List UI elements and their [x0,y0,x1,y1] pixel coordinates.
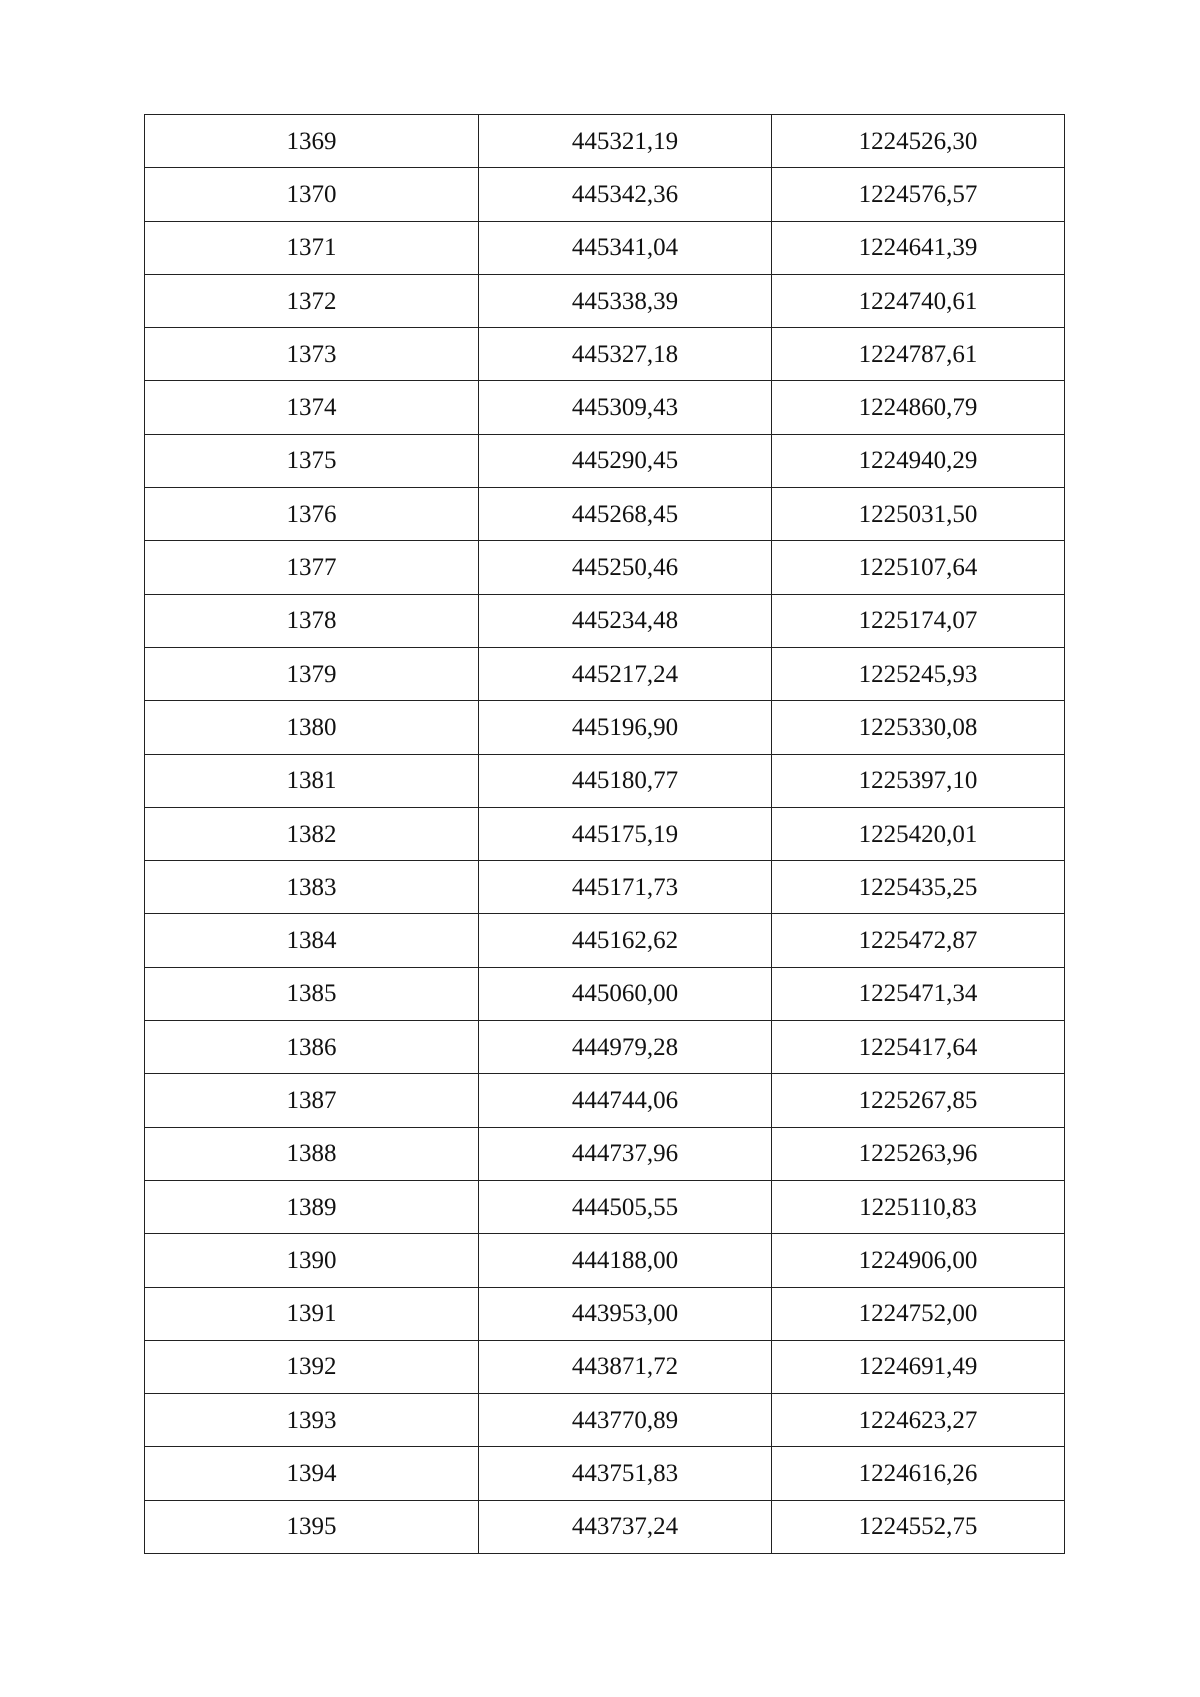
point-number-cell: 1373 [145,328,479,381]
y-coordinate-cell: 1225110,83 [772,1180,1065,1233]
y-coordinate-cell: 1225472,87 [772,914,1065,967]
table-row [145,1447,1065,1500]
x-coordinate-cell: 443871,72 [479,1340,772,1393]
y-coordinate-cell: 1224526,30 [772,115,1065,168]
table-row [145,434,1065,487]
x-coordinate-cell: 445342,36 [479,168,772,221]
table-row [145,221,1065,274]
table-row [145,1074,1065,1127]
y-coordinate-cell: 1225107,64 [772,541,1065,594]
point-number-cell: 1392 [145,1340,479,1393]
point-number-cell: 1386 [145,1021,479,1074]
table-row [145,1127,1065,1180]
y-coordinate-cell: 1225420,01 [772,807,1065,860]
x-coordinate-cell: 443953,00 [479,1287,772,1340]
x-coordinate-cell: 444737,96 [479,1127,772,1180]
point-number-cell: 1369 [145,115,479,168]
table-row [145,381,1065,434]
point-number-cell: 1385 [145,967,479,1020]
point-number-cell: 1375 [145,434,479,487]
y-coordinate-cell: 1225397,10 [772,754,1065,807]
y-coordinate-cell: 1224576,57 [772,168,1065,221]
table-row [145,701,1065,754]
x-coordinate-cell: 443737,24 [479,1500,772,1553]
point-number-cell: 1378 [145,594,479,647]
table-row [145,1394,1065,1447]
table-row [145,541,1065,594]
y-coordinate-cell: 1224752,00 [772,1287,1065,1340]
point-number-cell: 1389 [145,1180,479,1233]
y-coordinate-cell: 1225330,08 [772,701,1065,754]
table-row [145,861,1065,914]
point-number-cell: 1384 [145,914,479,967]
table-row [145,1340,1065,1393]
x-coordinate-cell: 443770,89 [479,1394,772,1447]
table-row [145,328,1065,381]
x-coordinate-cell: 445234,48 [479,594,772,647]
x-coordinate-cell: 445162,62 [479,914,772,967]
y-coordinate-cell: 1225471,34 [772,967,1065,1020]
table-row [145,1180,1065,1233]
y-coordinate-cell: 1224787,61 [772,328,1065,381]
y-coordinate-cell: 1225031,50 [772,488,1065,541]
point-number-cell: 1376 [145,488,479,541]
point-number-cell: 1377 [145,541,479,594]
y-coordinate-cell: 1224552,75 [772,1500,1065,1553]
point-number-cell: 1374 [145,381,479,434]
table-row [145,1021,1065,1074]
table-row [145,914,1065,967]
point-number-cell: 1379 [145,647,479,700]
table-row [145,594,1065,647]
x-coordinate-cell: 445175,19 [479,807,772,860]
table-row [145,807,1065,860]
y-coordinate-cell: 1225267,85 [772,1074,1065,1127]
y-coordinate-cell: 1224616,26 [772,1447,1065,1500]
x-coordinate-cell: 445268,45 [479,488,772,541]
x-coordinate-cell: 445060,00 [479,967,772,1020]
x-coordinate-cell: 445327,18 [479,328,772,381]
table-row [145,1500,1065,1553]
x-coordinate-cell: 444505,55 [479,1180,772,1233]
x-coordinate-cell: 444979,28 [479,1021,772,1074]
point-number-cell: 1370 [145,168,479,221]
table-row [145,115,1065,168]
table-row [145,1287,1065,1340]
y-coordinate-cell: 1224906,00 [772,1234,1065,1287]
x-coordinate-cell: 445338,39 [479,274,772,327]
table-row [145,274,1065,327]
point-number-cell: 1383 [145,861,479,914]
point-number-cell: 1387 [145,1074,479,1127]
point-number-cell: 1380 [145,701,479,754]
table-row [145,488,1065,541]
point-number-cell: 1393 [145,1394,479,1447]
y-coordinate-cell: 1224740,61 [772,274,1065,327]
x-coordinate-cell: 444744,06 [479,1074,772,1127]
y-coordinate-cell: 1224691,49 [772,1340,1065,1393]
y-coordinate-cell: 1224860,79 [772,381,1065,434]
y-coordinate-cell: 1224623,27 [772,1394,1065,1447]
x-coordinate-cell: 445196,90 [479,701,772,754]
y-coordinate-cell: 1224940,29 [772,434,1065,487]
coordinates-table [144,114,1065,1554]
x-coordinate-cell: 445171,73 [479,861,772,914]
y-coordinate-cell: 1225174,07 [772,594,1065,647]
point-number-cell: 1388 [145,1127,479,1180]
x-coordinate-cell: 445180,77 [479,754,772,807]
point-number-cell: 1382 [145,807,479,860]
point-number-cell: 1371 [145,221,479,274]
table-row [145,647,1065,700]
x-coordinate-cell: 445309,43 [479,381,772,434]
y-coordinate-cell: 1225245,93 [772,647,1065,700]
x-coordinate-cell: 445290,45 [479,434,772,487]
point-number-cell: 1390 [145,1234,479,1287]
point-number-cell: 1381 [145,754,479,807]
table-row [145,967,1065,1020]
y-coordinate-cell: 1225435,25 [772,861,1065,914]
point-number-cell: 1372 [145,274,479,327]
y-coordinate-cell: 1225417,64 [772,1021,1065,1074]
point-number-cell: 1395 [145,1500,479,1553]
x-coordinate-cell: 445341,04 [479,221,772,274]
x-coordinate-cell: 445250,46 [479,541,772,594]
point-number-cell: 1394 [145,1447,479,1500]
point-number-cell: 1391 [145,1287,479,1340]
x-coordinate-cell: 445217,24 [479,647,772,700]
table-row [145,754,1065,807]
table-row [145,168,1065,221]
x-coordinate-cell: 443751,83 [479,1447,772,1500]
coordinates-table-body [145,115,1065,1554]
table-row [145,1234,1065,1287]
x-coordinate-cell: 444188,00 [479,1234,772,1287]
y-coordinate-cell: 1224641,39 [772,221,1065,274]
y-coordinate-cell: 1225263,96 [772,1127,1065,1180]
x-coordinate-cell: 445321,19 [479,115,772,168]
